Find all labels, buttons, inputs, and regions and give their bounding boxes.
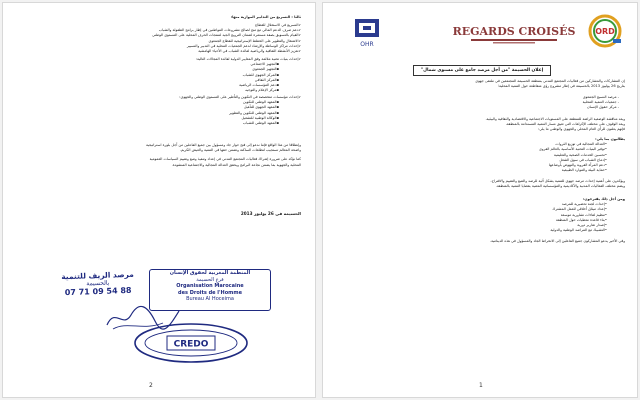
declaration-title: إعلان الحسيمة "من أجل مرصد جامع على مستوى شمال" [413, 65, 551, 76]
paragraph-line: إن المشاركات والمشاركين من فعاليات المجتمع المدني بمنطقة الحسيمة المجتمعين في ملتقى جهوي [475, 79, 625, 83]
sublist-b [21, 95, 301, 126]
items-list [21, 23, 301, 54]
sublist-intro: ✔ إحداث بنيات تحتية ملائمة وفق المعايير الدولية لفائدة المجالات التالية: [21, 57, 301, 62]
stamp-phone: 07 71 09 54 88 [64, 285, 132, 298]
demands-list [335, 137, 625, 173]
stamp-org-fr-1: Organisation Marocaine [176, 283, 244, 289]
paragraph-line: وإنطلاقا من هذا الواقع فإننا ندعو إلى فتح حوار جاد ومسؤول بين جميع الفاعلين من أجل بلورة استراتيجية [145, 143, 301, 147]
list-item: • تحسين الخدمات الصحية والتعليمية [335, 153, 625, 158]
list-item: • التشبيك مع المراصد الوطنية والدولية [335, 228, 625, 233]
paragraph-line: فإنهم يعلنون للرأي العام المحلي والجهوي والوطني ما يلي: [538, 127, 625, 132]
considerations-list [419, 95, 619, 111]
list-item: • إعداد ميثاق أخلاقي للعمل المشترك [335, 207, 625, 212]
list-item: ▪ المعهد الجهوي للتأهيل [21, 105, 301, 110]
stamp-title: مرصد الريف للتنمية [61, 269, 134, 282]
list-item: ▪ المعهد الوطني للتكوين والتطوير [21, 111, 301, 116]
list-item: ▪ المركز الجهوي للشباب [21, 73, 301, 78]
list-item: ✔ التسريع في الاستغلال للقطاع [21, 23, 301, 28]
list-item: • تنظيم لقاءات تشاورية موسعة [335, 213, 625, 218]
ord-logo [585, 13, 625, 49]
list-item: ▪ التجهيز الاجتماعي [21, 62, 301, 67]
place-date: الحسيمة في 26 يوليوز 2013 [240, 211, 301, 216]
paragraph-line: ويؤكدون على أهمية إحداث مرصد جهوي للتنمية يشكل آلية للرصد والتتبع والتقييم والاقتراح، [490, 179, 625, 183]
section-header: ثالثا : التسريع من التدابير الموازية منها: [230, 15, 301, 19]
list-item: • العدالة المجالية في توزيع الثروات [335, 142, 625, 147]
stamp-branch-ar: فرع الحسيمة [196, 276, 224, 283]
list-item: • إدماج الشباب في سوق الشغل [335, 158, 625, 163]
list-item: ✔ إحداث مراكز الوساطة والإرشاد لدعم الجمعيات المحلية في التدبير والتسيير [21, 44, 301, 49]
regards-logo-text: REGARDS CROISÉS [452, 25, 576, 38]
list-item: - مركز حقوق الإنسان [587, 105, 619, 110]
list-item: ✔ الاشتغال والتطوير على الخطط الإستراتيجية للقطاع الجمعوي [21, 39, 301, 44]
page-2 [2, 2, 316, 398]
list-item: ▪ مركز الإعلام والتوجيه [21, 88, 301, 93]
body-paragraphs [335, 117, 625, 133]
list-item: ▪ الوكالة الوطنية للتشغيل [21, 116, 301, 121]
list-item: ▪ دعم المؤسسات الرياضية [21, 83, 301, 88]
list-item: • حماية البيئة والموارد الطبيعية [335, 168, 625, 173]
list-item: - مرصد النسيج الجمعوي [582, 95, 619, 99]
list-item: • توفير البنيات التحتية الأساسية بالعالم القروي [335, 147, 625, 152]
paragraph-line: المحلية والجهوية بما يضمن نجاعة البرامج ويحقق العدالة المجالية والاجتماعية المنشودة. [171, 162, 301, 167]
paragraph-line: وفي الأخير يدعو المشاركون جميع الفاعلين إلى الانخراط الجاد والمسؤول في هذه الدينامية. [489, 239, 625, 243]
list-item: ▪ المعهد الوطني للشباب [21, 121, 301, 126]
stamp-org-fr-2: des Droits de l'Homme [178, 289, 242, 296]
list-item: ▪ المركز الثقافي [21, 78, 301, 83]
regards-croises-logo [452, 19, 576, 47]
paragraph-line: كما نؤكد على ضرورة إشراك فعاليات المجتمع المدني في إعداد وتنفيذ وتتبع وتقييم السياسات العمومية [149, 157, 301, 162]
ord-logo-text: ORD [595, 27, 615, 36]
intro-paragraph [335, 79, 625, 89]
paragraph-line: ويضم مختلف الفعاليات المدنية والأكاديمية والمؤسساتية المعنية بقضايا التنمية بالمنطقة. [495, 184, 625, 189]
list-item: • إحداث لجنة تحضيرية للمرصد [335, 202, 625, 207]
list-item: • دعم المرأة القروية والنهوض بأوضاعها [335, 163, 625, 168]
actions-intro: ومن أجل ذلك يقترحون: [582, 197, 625, 201]
stamp-org-ar: المنظمة المغربية لحقوق الإنسان [169, 270, 251, 276]
list-item: • بناء قاعدة معطيات حول المنطقة [335, 218, 625, 223]
sublist-intro: ✔ إحداث مؤسسات متخصصة في التكوين والتأطير على المستوى الوطني والجهوي: [21, 95, 301, 100]
list-item: ▪ التجهيز الجمعوي [21, 67, 301, 72]
ohr-logo-text: OHR [360, 41, 374, 48]
round-stamp [131, 321, 251, 365]
ohr-logo [347, 15, 387, 51]
closing-paragraph [335, 239, 625, 244]
page-number: 1 [479, 382, 483, 389]
list-item: ✔ تعزيز الأنشطة الثقافية والرياضية لفائدة الشباب في الأحياء الهامشية [21, 49, 301, 54]
paragraph-line: وبعد مناقشة الوضعية الراهنة للمنطقة على المستويات الاجتماعية والاقتصادية والثقافية والبيئية، [485, 117, 625, 121]
stamp-org-fr-3: Bureau Al Hoceima [186, 296, 234, 302]
list-item: ✔ القيام بالتسويق بصفة مستمرة لضمان الترويج الجيد لمنتجات الحرف المحلية على المستوى الوطني [21, 33, 301, 38]
observatory-stamp [58, 270, 137, 307]
list-item: • إصدار تقارير دورية [335, 223, 625, 228]
paragraph-line: بتاريخ 26 يوليوز 2013 بالحسيمة في إطار مشروع رؤى متقاطعة حول التنمية المحلية؛ [497, 84, 625, 89]
middle-paragraphs [335, 179, 625, 189]
sublist-a [21, 57, 301, 93]
list-item: - جمعيات التنمية المحلية [582, 100, 619, 105]
paragraph-line: وبعد الوقوف على مختلف الإكراهات التي تعيق مسار التنمية المستدامة بالمنطقة، [505, 122, 625, 127]
round-stamp-label: CREDO [173, 339, 209, 350]
page-number: 2 [149, 382, 153, 389]
list-item: ▪ المعهد الوطني للتكوين [21, 100, 301, 105]
stamp-city: بالحسيمة [86, 279, 110, 288]
page-1 [322, 2, 638, 398]
closing-paragraphs [15, 143, 301, 168]
list-item: ✔ دعم صرف الدعم المالي مع منح لصالح مشروعات المواطنين في إطار برامج الطفولة والشباب [21, 28, 301, 33]
paragraph-line: واضحة المعالم تستجيب لتطلعات الساكنة وتضمن حقها في التنمية والعيش الكريم. [179, 148, 301, 153]
demands-intro: يطالبون بما يلي: [595, 137, 625, 141]
actions-list [335, 197, 625, 233]
